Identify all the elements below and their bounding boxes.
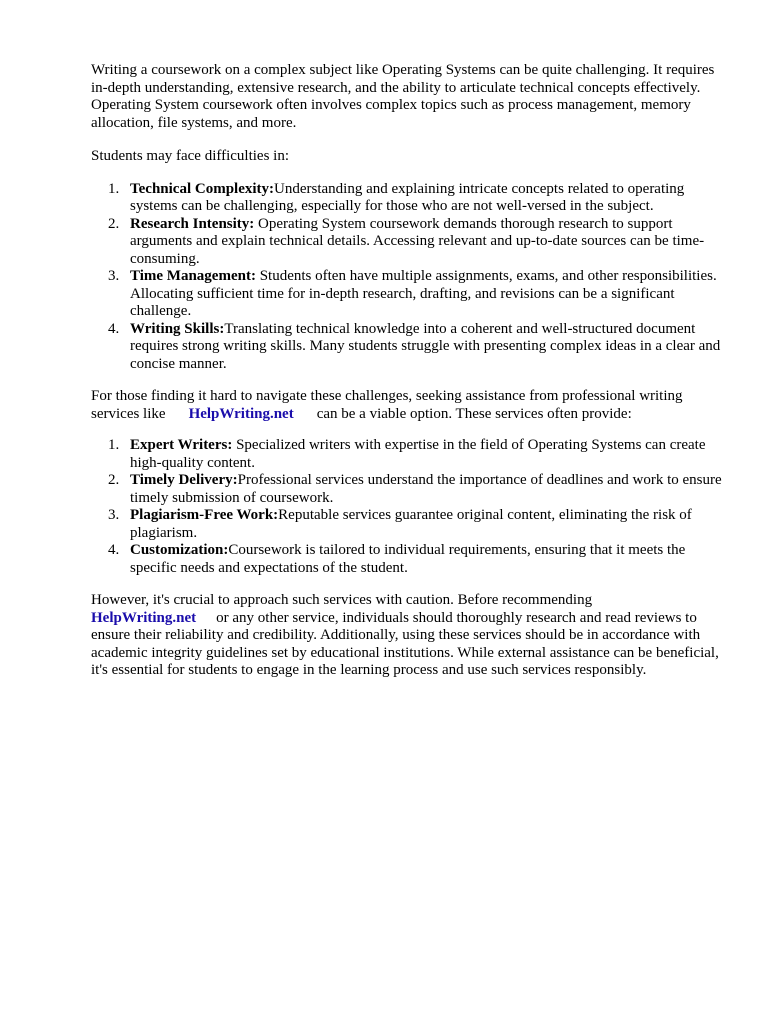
difficulties-list <box>91 181 731 374</box>
services-text-after: can be a viable option. These services often provide: <box>316 405 632 422</box>
list-number: 2. <box>108 472 120 488</box>
list-term: Time Management: <box>130 268 256 284</box>
list-text: Coursework is tailored to individual requirements, ensuring that it meets the specific needs and expectations of the student. <box>130 542 686 576</box>
helpwriting-link[interactable]: HelpWriting.net <box>188 405 294 422</box>
list-item <box>91 181 731 216</box>
helpwriting-link[interactable]: HelpWriting.net <box>91 609 197 626</box>
list-text: Specialized writers with expertise in the field of Operating Systems can create high-quality content. <box>130 437 706 471</box>
closing-text-after: or any other service, individuals should thoroughly research and read reviews to ensure their reliability and credibility. Additionally, using these services should be in accordance with academic integrity guidelines set by educational institutions. While external assistance can be beneficial, it's essential for students to engage in the learning process and use such services responsibly. <box>91 609 719 678</box>
list-number: 3. <box>108 507 120 523</box>
list-item <box>91 437 731 472</box>
list-number: 4. <box>108 320 120 337</box>
list-number: 2. <box>108 215 120 232</box>
services-paragraph <box>91 388 731 423</box>
list-number: 3. <box>108 268 120 284</box>
services-text-before: For those finding it hard to navigate these challenges, seeking assistance from professional writing services like <box>91 388 683 422</box>
list-term: Writing Skills: <box>130 320 225 337</box>
closing-text-before: However, it's crucial to approach such services with caution. Before recommending <box>91 592 593 608</box>
closing-paragraph <box>91 592 731 680</box>
list-item <box>91 268 731 321</box>
list-text: Professional services understand the importance of deadlines and work to ensure timely submission of coursework. <box>130 472 722 506</box>
list-term: Expert Writers: <box>130 437 233 453</box>
list-item <box>91 542 731 577</box>
list-text: Reputable services guarantee original content, eliminating the risk of plagiarism. <box>130 507 692 541</box>
difficulties-lead: Students may face difficulties in: <box>91 148 290 164</box>
list-text: Understanding and explaining intricate concepts related to operating systems can be challenging, especially for those who are not well-versed in the subject. <box>130 180 685 214</box>
intro-paragraph: Writing a coursework on a complex subject like Operating Systems can be quite challenging. It requires in-depth understanding, extensive research, and the ability to articulate technical concepts effectively. Operating System coursework often involves complex topics such as process management, memory allocation, file systems, and more. <box>91 62 715 131</box>
list-item <box>91 507 731 542</box>
list-number: 1. <box>108 180 120 197</box>
list-number: 4. <box>108 542 120 558</box>
list-text: Translating technical knowledge into a coherent and well-structured document requires strong writing skills. Many students struggle with presenting complex ideas in a clear and concise manner. <box>130 320 721 372</box>
list-item <box>91 472 731 507</box>
list-term: Timely Delivery: <box>130 472 238 488</box>
list-item <box>91 321 731 374</box>
list-text: Students often have multiple assignments, exams, and other responsibilities. Allocating sufficient time for in-depth research, drafting, and revisions can be a significant challenge. <box>130 268 717 319</box>
list-term: Customization: <box>130 542 229 558</box>
document-page <box>91 62 731 680</box>
list-term: Research Intensity: <box>130 215 255 232</box>
services-list <box>91 437 731 577</box>
list-text: Operating System coursework demands thorough research to support arguments and explain technical details. Accessing relevant and up-to-date sources can be time-consuming. <box>130 215 705 267</box>
list-number: 1. <box>108 437 120 453</box>
list-term: Technical Complexity: <box>130 180 275 197</box>
list-term: Plagiarism-Free Work: <box>130 507 279 523</box>
list-item <box>91 216 731 269</box>
